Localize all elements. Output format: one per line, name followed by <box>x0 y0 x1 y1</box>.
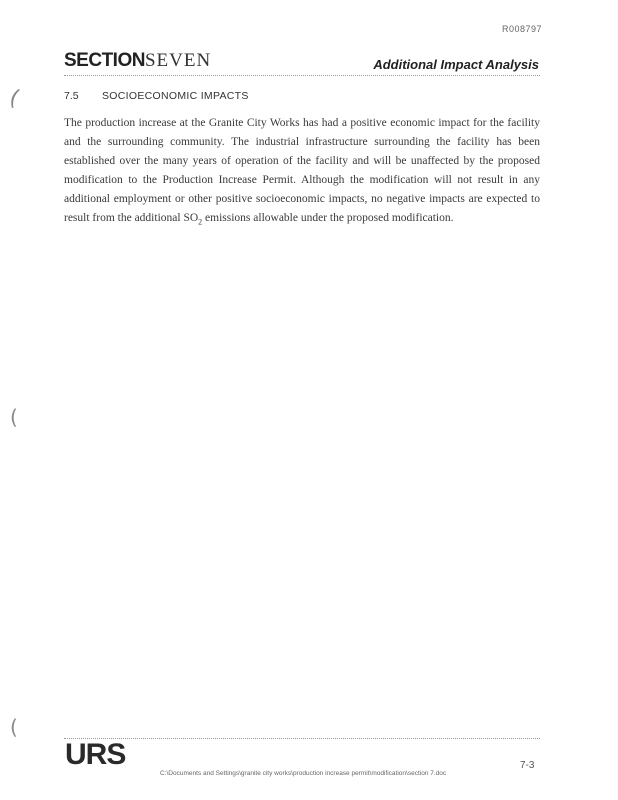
section-title: SOCIOECONOMIC IMPACTS <box>102 90 249 102</box>
section-number: 7.5 <box>64 90 79 102</box>
urs-logo: URS <box>65 738 126 771</box>
body-text-part-1: The production increase at the Granite City Works has had a positive economic impact for the facility and the surrounding community. The industrial infrastructure surrounding the facility has been established over the many years of operation of the facility and will be unaffected by the proposed modification to the Production Increase Permit. Although the modification will not result in any additional employment or other positive socioeconomic impacts, no negative impacts are expected to result from the additional SO <box>64 117 540 224</box>
binder-hole-mark: ( <box>5 85 23 112</box>
section-label: SECTION <box>64 50 145 71</box>
body-text-part-2: emissions allowable under the proposed modification. <box>202 212 454 224</box>
section-header <box>64 50 211 72</box>
body-paragraph <box>64 114 540 228</box>
page-number: 7-3 <box>520 760 535 771</box>
footer-rule <box>64 738 540 739</box>
running-title: Additional Impact Analysis <box>373 57 539 72</box>
binder-hole-mark: ( <box>10 405 18 429</box>
footer-file-path: C:\Documents and Settings\granite city works\production increase permit\modification\section 7.doc <box>160 770 447 777</box>
binder-hole-mark: ( <box>10 715 18 739</box>
section-heading <box>64 90 249 102</box>
document-id: R008797 <box>502 24 543 34</box>
section-number-word: SEVEN <box>144 50 212 71</box>
header-rule <box>64 75 540 76</box>
subscript: 2 <box>198 217 203 227</box>
